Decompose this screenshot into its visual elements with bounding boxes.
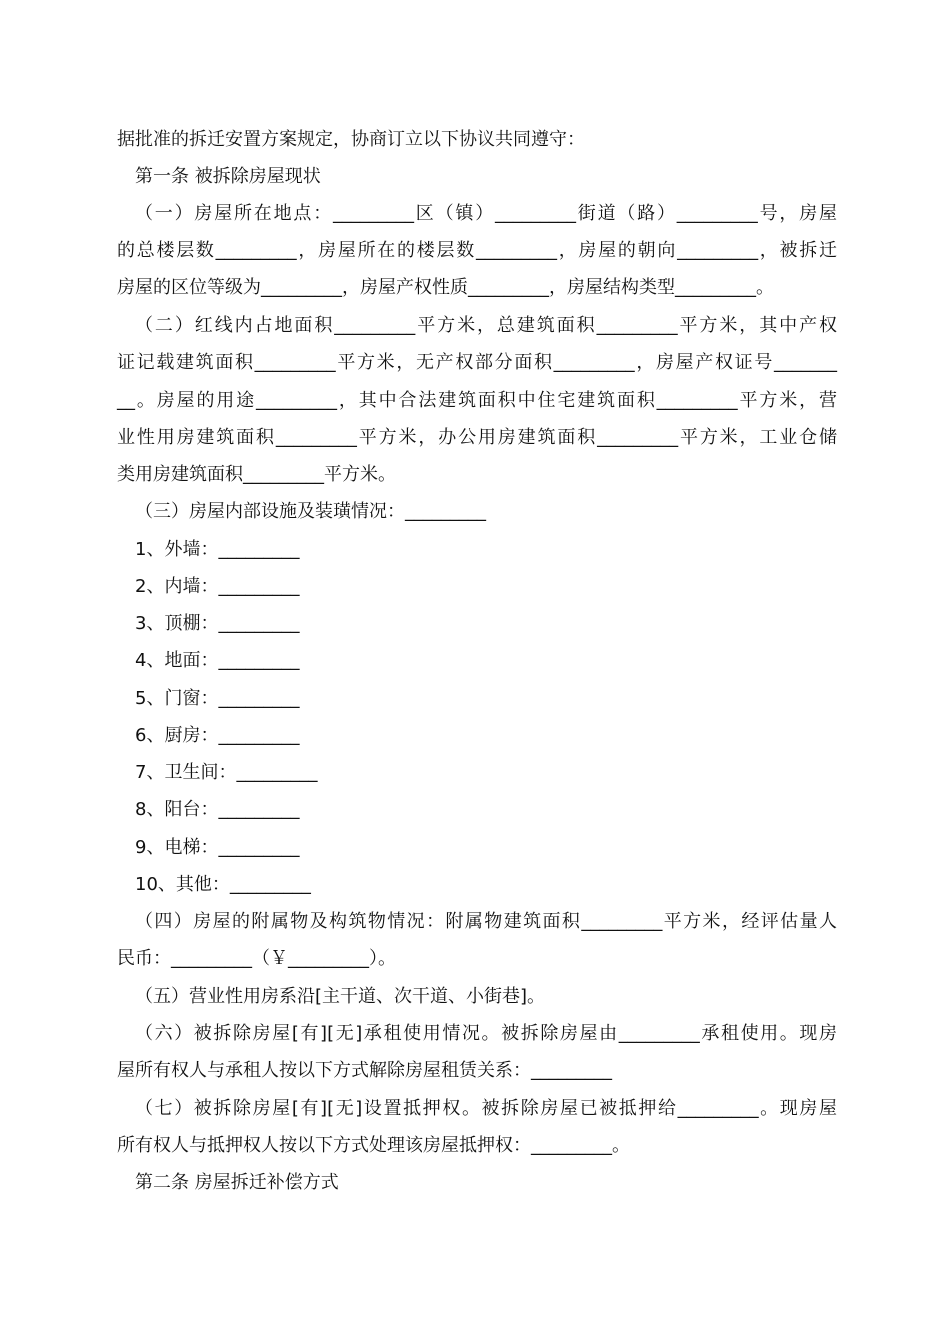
clause-7-line-2: 所有权人与抵押权人按以下方式处理该房屋抵押权：_________。	[117, 1135, 630, 1156]
item-floor: 4、地面：_________	[135, 650, 300, 671]
clause-1-line-1: （一）房屋所在地点：_________区（镇）_________街道（路）_________号，房屋	[135, 203, 837, 224]
item-doors-windows: 5、门窗：_________	[135, 688, 300, 709]
item-kitchen: 6、厨房：_________	[135, 725, 300, 746]
clause-6-line-2: 屋所有权人与承租人按以下方式解除房屋租赁关系：_________	[117, 1060, 612, 1081]
item-balcony: 8、阳台：_________	[135, 799, 300, 820]
item-interior-wall: 2、内墙：_________	[135, 576, 300, 597]
clause-5-line: （五）营业性用房系沿[主干道、次干道、小街巷]。	[135, 986, 546, 1007]
article-2-heading: 第二条 房屋拆迁补偿方式	[135, 1172, 339, 1193]
item-bathroom: 7、卫生间：_________	[135, 762, 318, 783]
clause-6-line-1: （六）被拆除房屋[有][无]承租使用情况。被拆除房屋由_________承租使用。现房	[135, 1023, 837, 1044]
item-ceiling: 3、顶棚：_________	[135, 613, 300, 634]
item-elevator: 9、电梯：_________	[135, 837, 300, 858]
item-other: 10、其他：_________	[135, 874, 311, 895]
article-1-heading: 第一条 被拆除房屋现状	[135, 166, 321, 187]
clause-2-line-3: __。房屋的用途_________，其中合法建筑面积中住宅建筑面积_________平方米，营	[117, 390, 837, 411]
clause-7-line-1: （七）被拆除房屋[有][无]设置抵押权。被拆除房屋已被抵押给_________。现房屋	[135, 1098, 837, 1119]
item-exterior-wall: 1、外墙：_________	[135, 539, 300, 560]
clause-1-line-3: 房屋的区位等级为_________，房屋产权性质_________，房屋结构类型_________。	[117, 277, 774, 298]
clause-4-line-1: （四）房屋的附属物及构筑物情况：附属物建筑面积_________平方米，经评估量人	[135, 911, 837, 932]
clause-2-line-1: （二）红线内占地面积_________平方米，总建筑面积_________平方米，其中产权	[135, 315, 837, 336]
clause-4-line-2: 民币：_________（￥_________）。	[117, 948, 396, 969]
clause-2-line-4: 业性用房建筑面积_________平方米，办公用房建筑面积_________平方米，工业仓储	[117, 427, 837, 448]
clause-2-line-2: 证记载建筑面积_________平方米，无产权部分面积_________，房屋产权证号_______	[117, 352, 837, 373]
clause-3-line: （三）房屋内部设施及装璜情况：_________	[135, 501, 486, 522]
intro-line: 据批准的拆迁安置方案规定，协商订立以下协议共同遵守：	[117, 129, 585, 150]
clause-1-line-2: 的总楼层数_________，房屋所在的楼层数_________，房屋的朝向_________，被拆迁	[117, 240, 837, 261]
clause-2-line-5: 类用房建筑面积_________平方米。	[117, 464, 396, 485]
